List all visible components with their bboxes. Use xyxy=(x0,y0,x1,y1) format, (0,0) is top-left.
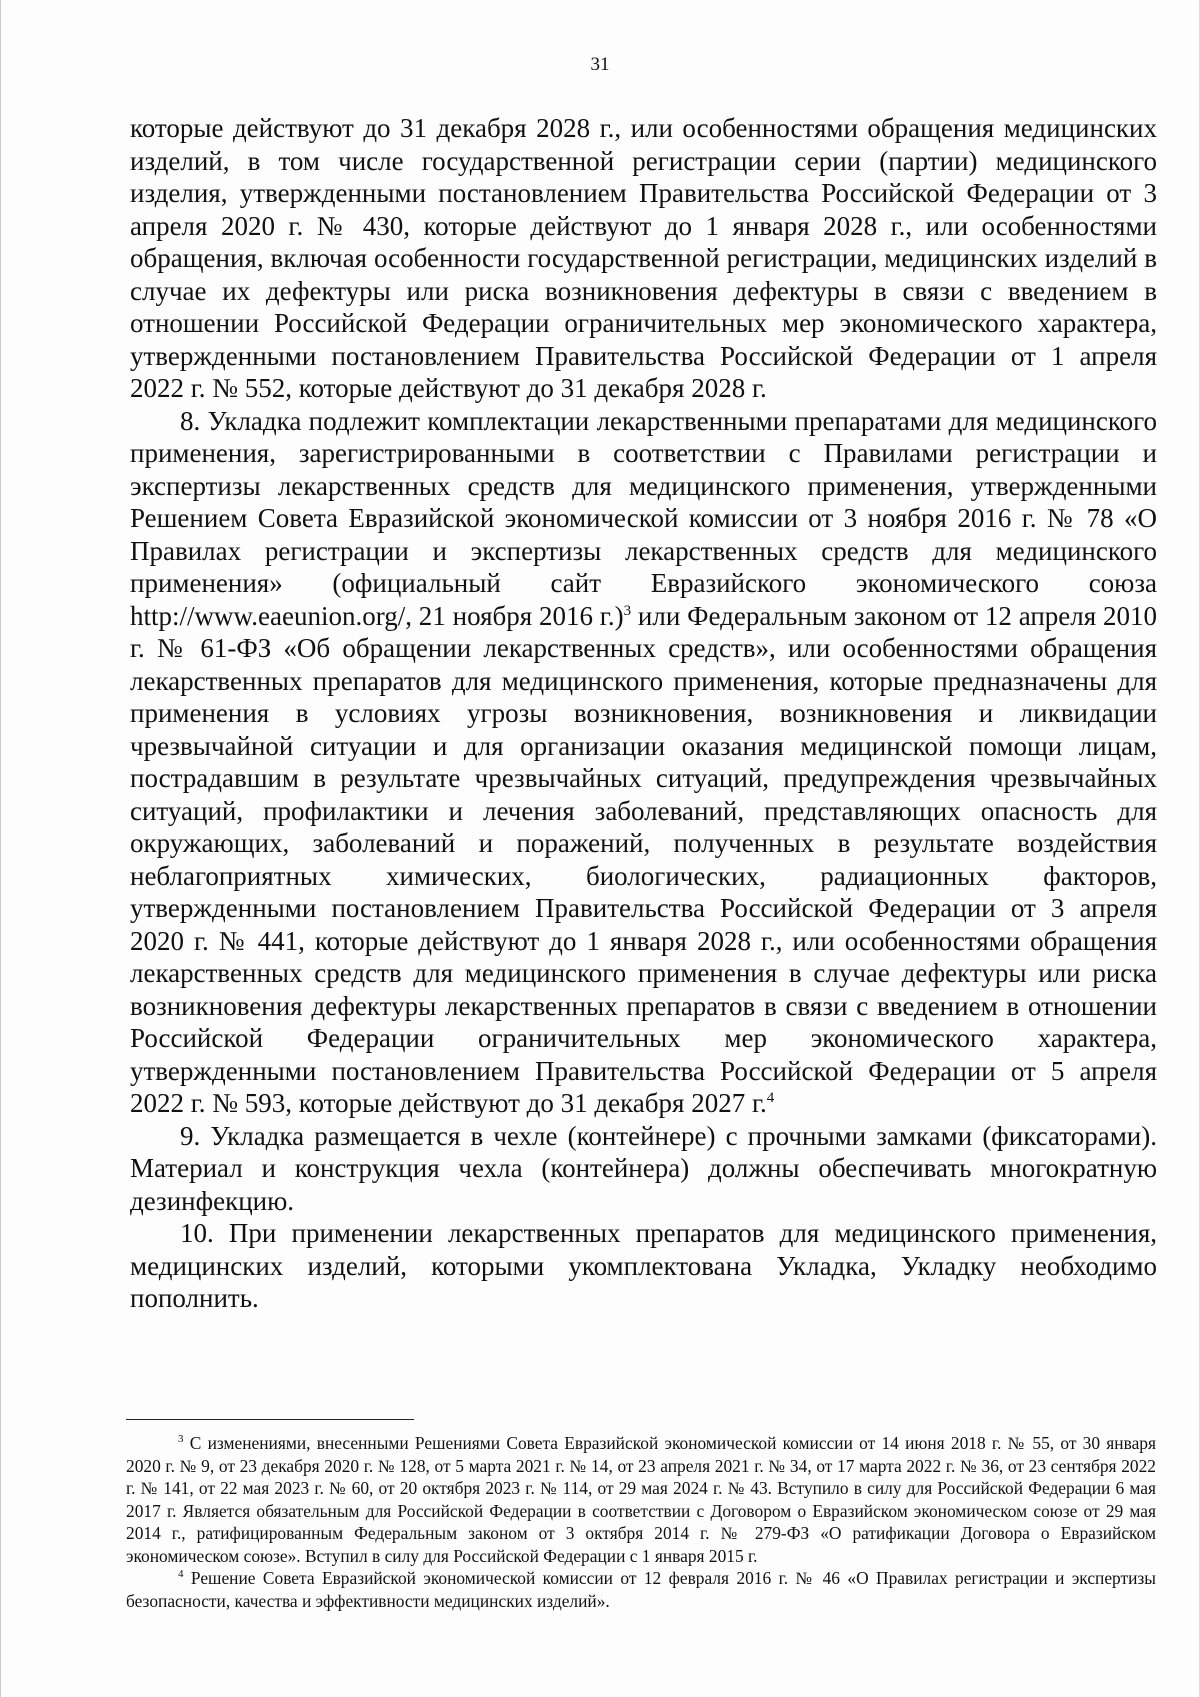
page-number: 31 xyxy=(590,54,610,75)
paragraph-10: 10. При применении лекарственных препаратов для медицинского применения, медицинских изделий, которыми укомплектована Укладка, Укладку необходимо пополнить. xyxy=(130,1218,1157,1313)
paragraph-8-part-2: или Федеральным законом от 12 апреля 2010 г. № 61-ФЗ «Об обращении лекарственных средств», или особенностями обращения лекарственных препаратов для медицинского применения, которые предназначены для применения в условиях угрозы возникновения, возникновения и ликвидации чрезвычайной ситуации и для организации оказания медицинской помощи лицам, пострадавшим в результате чрезвычайных ситуаций, предупреждения чрезвычайных ситуаций, профилактики и лечения заболеваний, представляющих опасность для окружающих, заболеваний и поражений, полученных в результате воздействия неблагоприятных химических, биологических, радиационных факторов, утвержденными постановлением Правительства Российской Федерации от 3 апреля 2020 г. № 441, которые действуют до 1 января 2028 г., или особенностями обращения лекарственных средств для медицинского применения в случае дефектуры или риска возникновения дефектуры лекарственных препаратов в связи с введением в отношении Российской Федерации ограничительных мер экономического характера, утвержденными постановлением Правительства Российской Федерации от 5 апреля 2022 г. № 593, которые действуют до 31 декабря 2027 г. xyxy=(130,600,1157,1118)
footnotes xyxy=(126,1432,1156,1612)
footnote-separator xyxy=(126,1419,414,1420)
paragraph-9: 9. Укладка размещается в чехле (контейнере) с прочными замками (фиксаторами). Материал и конструкция чехла (контейнера) должны обеспечивать многократную дезинфекцию. xyxy=(130,1120,1157,1216)
footnote-3-text: С изменениями, внесенными Решениями Совета Евразийской экономической комиссии от 14 июня 2018 г. № 55, от 30 января 2020 г. № 9, от 23 декабря 2020 г. № 128, от 5 марта 2021 г. № 14, от 23 апреля 2021 г. № 34, от 17 марта 2022 г. № 36, от 23 сентября 2022 г. № 141, от 22 мая 2023 г. № 60, от 20 октября 2023 г. № 114, от 29 мая 2024 г. № 43. Вступило в силу для Российской Федерации 6 мая 2017 г. Является обязательным для Российской Федерации в соответствии с Договором о Евразийском экономическом союзе от 29 мая 2014 г., ратифицированным Федеральным законом от 3 октября 2014 г. № 279-ФЗ «О ратификации Договора о Евразийском экономическом союзе». Вступил в силу для Российской Федерации с 1 января 2015 г. xyxy=(126,1433,1156,1566)
footnote-ref-4[interactable]: 4 xyxy=(766,1090,775,1106)
body-text xyxy=(130,112,1157,1315)
footnote-ref-3[interactable]: 3 xyxy=(623,602,632,619)
footnote-mark-3: 3 xyxy=(178,1433,184,1446)
footnote-3 xyxy=(126,1432,1156,1567)
paragraph-continuation: которые действуют до 31 декабря 2028 г., или особенностями обращения медицинских изделий, в том числе государственной регистрации серии (партии) медицинского изделия, утвержденными постановлением Правительства Российской Федерации от 3 апреля 2020 г. № 430, которые действуют до 1 января 2028 г., или особенностями обращения, включая особенности государственной регистрации, медицинских изделий в случае их дефектуры или риска возникновения дефектуры в связи с введением в отношении Российской Федерации ограничительных мер экономического характера, утвержденными постановлением Правительства Российской Федерации от 1 апреля 2022 г. № 552, которые действуют до 31 декабря 2028 г. xyxy=(130,113,1157,403)
footnote-4 xyxy=(126,1567,1156,1612)
footnote-mark-4: 4 xyxy=(178,1568,184,1581)
footnote-4-text: Решение Совета Евразийской экономической комиссии от 12 февраля 2016 г. № 46 «О Правилах регистрации и экспертизы безопасности, качества и эффективности медицинских изделий». xyxy=(126,1568,1156,1611)
paragraph-8-part-1: 8. Укладка подлежит комплектации лекарственными препаратами для медицинского применения, зарегистрированными в соответствии с Правилами регистрации и экспертизы лекарственных средств для медицинского применения, утвержденными Решением Совета Евразийской экономической комиссии от 3 ноября 2016 г. № 78 «О Правилах регистрации и экспертизы лекарственных средств для медицинского применения» (официальный сайт Евразийского экономического союза http://www.eaeunion.org/, 21 ноября 2016 г.) xyxy=(130,405,1157,631)
scan-edge-left xyxy=(0,0,1,1697)
paragraph-8 xyxy=(130,405,1157,1120)
